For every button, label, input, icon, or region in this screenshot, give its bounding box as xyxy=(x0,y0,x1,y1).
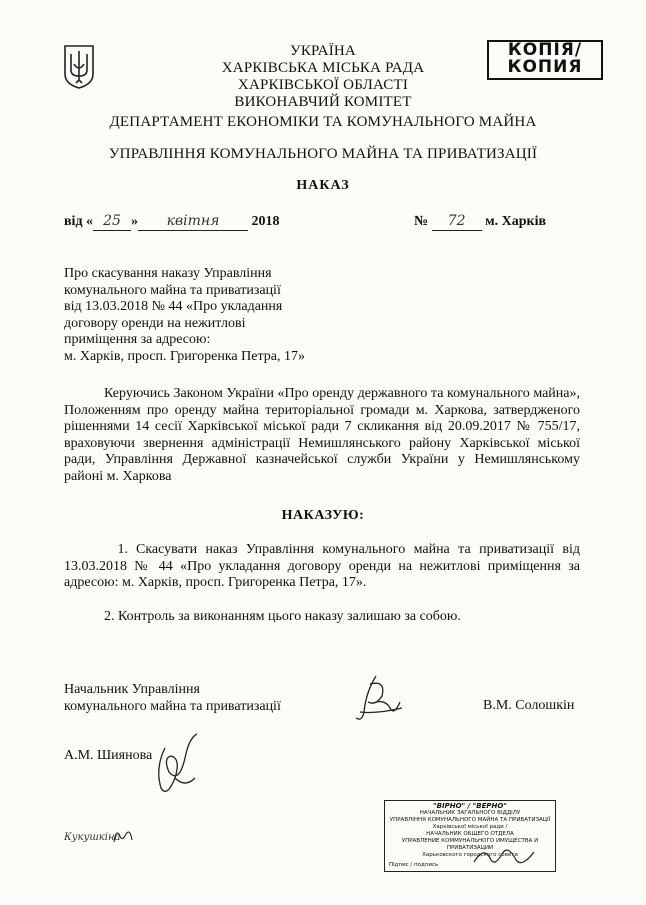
signature-image xyxy=(346,672,406,727)
approver-name: А.М. Шиянова xyxy=(64,748,153,763)
subject-line: м. Харків, просп. Григоренка Петра, 17» xyxy=(64,348,305,364)
stamp-line: НАЧАЛЬНИК ЗАГАЛЬНОГО ВІДДІЛУ xyxy=(419,810,521,816)
subject-line: від 13.03.2018 № 44 «Про укладання xyxy=(64,299,283,314)
date-month: квітня xyxy=(138,213,248,231)
position-line: Начальник Управління xyxy=(64,682,200,697)
header-line: ДЕПАРТАМЕНТ ЕКОНОМІКИ ТА КОМУНАЛЬНОГО МАЙНА xyxy=(109,114,537,130)
stamp-line: УПРАВЛЕНИЕ КОММУНАЛЬНОГО ИМУЩЕСТВА И ПРИВАТИЗАЦИИ xyxy=(401,838,539,851)
date-prefix: від « xyxy=(64,214,94,229)
date-day: 25 xyxy=(93,213,131,231)
item-text: Контроль за виконанням цього наказу залишаю за собою. xyxy=(118,609,461,624)
stamp-line: Харківської міської ради / xyxy=(432,824,508,830)
date-mid: » xyxy=(131,214,139,229)
item-number: 1. xyxy=(117,542,128,557)
stamp-title: "ВІРНО" / "ВЕРНО" xyxy=(433,802,507,810)
order-item xyxy=(64,542,580,592)
header-line: ХАРКІВСЬКА МІСЬКА РАДА xyxy=(221,60,425,76)
city: м. Харків xyxy=(485,214,547,229)
subject-line: договору оренди на нежитлові xyxy=(64,315,246,331)
stamp-signature-image xyxy=(470,842,540,872)
order-number xyxy=(414,213,546,231)
position-line: комунального майна та приватизації xyxy=(64,698,281,714)
header-line: УКРАЇНА xyxy=(290,43,356,59)
item-text: Скасувати наказ Управління комунального майна та приватизації від 13.03.2018 № 44 «Про укладання договору оренди на нежитлові приміщення за адресою: м. Харків, просп. Григоренка Петра, 17». xyxy=(64,542,580,590)
issuer-header xyxy=(0,43,646,131)
subject-line: комунального майна та приватизації xyxy=(64,282,281,298)
executor-initials-image xyxy=(110,826,136,846)
stamp-line: НАЧАЛЬНИК ОБЩЕГО ОТДЕЛА xyxy=(426,831,514,837)
date-year: 2018 xyxy=(251,214,280,229)
preamble: Керуючись Законом України «Про оренду державного та комунального майна», Положенням про оренду майна територіальної громади м. Харкова, затвердженого рішеннями 14 сесії Харківської міської ради 7 скликання від 20.09.2017 № 755/17, враховуючи звернення адміністрації Немишлянського району Харківської міської ради, Управління Державної казначейської служби України у Немишлянському районі м. Харкова xyxy=(64,386,580,484)
order-item xyxy=(104,609,580,626)
header-line: ВИКОНАВЧИЙ КОМІТЕТ xyxy=(234,94,412,110)
stamp-line: Харьковского городского совета xyxy=(422,852,518,858)
header-line: ХАРКІВСЬКОЇ ОБЛАСТІ xyxy=(237,77,409,93)
item-number: 2. xyxy=(104,609,115,624)
approver-signature-image xyxy=(145,728,205,803)
subject-line: приміщення за адресою: xyxy=(64,332,211,347)
stamp-sign-label: Підпис / подпись xyxy=(389,862,439,868)
stamp-line: УПРАВЛІННЯ КОМУНАЛЬНОГО МАЙНА ТА ПРИВАТИЗАЦІЇ xyxy=(389,817,551,823)
doc-title: НАКАЗ xyxy=(296,178,350,193)
subject-block xyxy=(64,266,305,365)
signatory-name: В.М. Солошкін xyxy=(483,698,575,713)
signatory-position xyxy=(64,682,281,715)
date-number-line xyxy=(64,213,584,231)
order-word: НАКАЗУЮ: xyxy=(281,508,365,523)
department-subtitle: УПРАВЛІННЯ КОМУНАЛЬНОГО МАЙНА ТА ПРИВАТИЗАЦІЇ xyxy=(108,146,538,162)
subject-line: Про скасування наказу Управління xyxy=(64,266,272,281)
number-value: 72 xyxy=(432,213,482,231)
copy-stamp: КОПІЯ/ КОПИЯ xyxy=(487,40,603,80)
number-label: № xyxy=(414,214,429,229)
executor-name: Кукушкіна xyxy=(64,832,121,843)
